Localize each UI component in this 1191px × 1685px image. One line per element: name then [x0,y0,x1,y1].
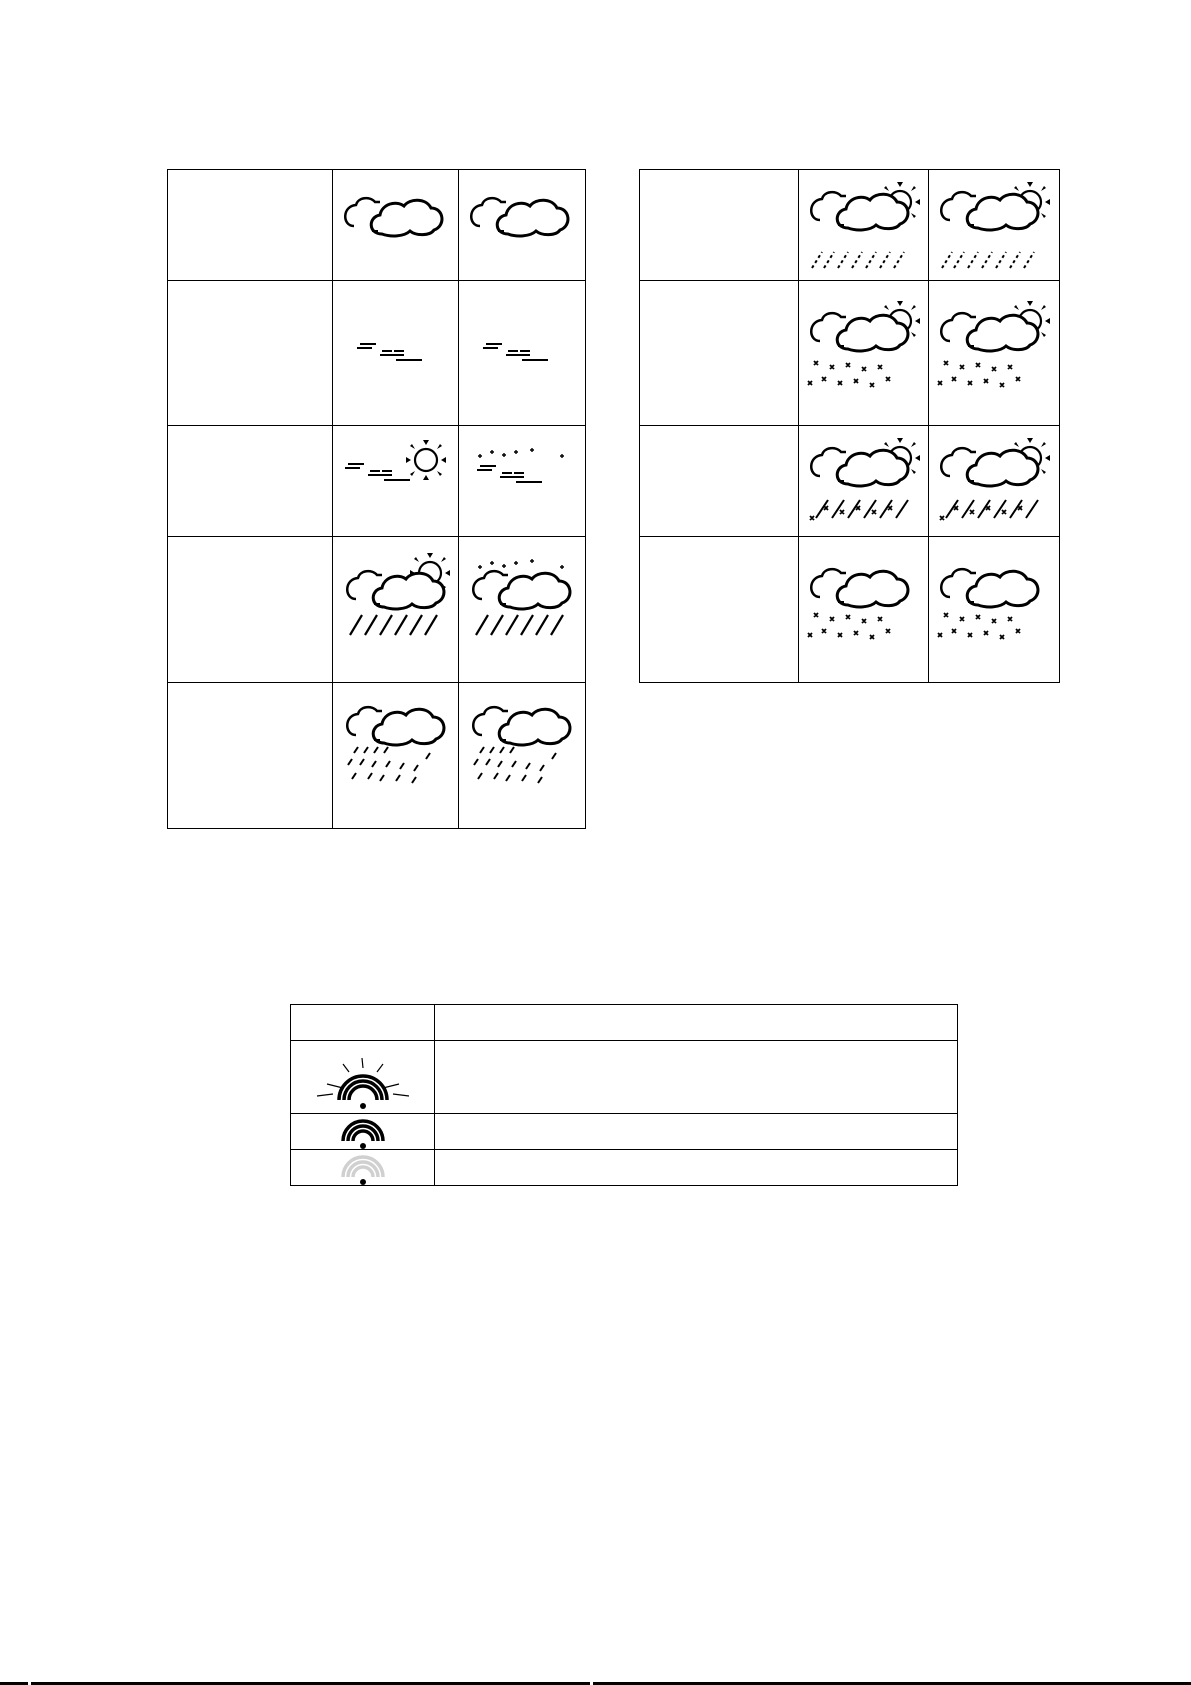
row-label [168,683,333,829]
rain-snow-sun-icon [799,426,929,537]
light-rain-icon [459,683,586,829]
row-description [435,1114,958,1150]
snow-sun-icon [799,281,929,426]
light-rain-icon [333,683,459,829]
table-row [168,170,586,281]
row-description [435,1041,958,1114]
signal-lost-icon [291,1150,435,1186]
fog-icon [459,281,586,426]
fog-icon [333,281,459,426]
fog-stars-icon [459,426,586,537]
heavy-rain-stars-icon [459,537,586,683]
snow-sun-icon [929,281,1060,426]
table-row [640,170,1060,281]
weather-icon-table-left [167,169,586,829]
table-row [640,426,1060,537]
row-description [435,1150,958,1186]
row-label [640,426,799,537]
signal-status-table [290,1004,958,1186]
row-label [640,281,799,426]
table-row [291,1114,958,1150]
row-label [168,426,333,537]
row-label [640,170,799,281]
cloud-icon [333,170,459,281]
table-row [168,683,586,829]
snow-icon [929,537,1060,683]
heavy-rain-sun-icon [333,537,459,683]
signal-strong-icon [291,1114,435,1150]
table-row [291,1041,958,1114]
table-row [168,426,586,537]
table-header-row [291,1005,958,1041]
table-row [640,537,1060,683]
sleet-sun-icon [929,170,1060,281]
table-row [640,281,1060,426]
header-icon-column [291,1005,435,1041]
table-row [168,537,586,683]
weather-icon-table-right [639,169,1060,683]
cloud-icon [459,170,586,281]
row-label [168,281,333,426]
sleet-sun-icon [799,170,929,281]
rain-snow-sun-icon [929,426,1060,537]
table-row [168,281,586,426]
signal-searching-icon [291,1041,435,1114]
snow-icon [799,537,929,683]
row-label [640,537,799,683]
row-label [168,170,333,281]
header-description-column [435,1005,958,1041]
row-label [168,537,333,683]
table-row [291,1150,958,1186]
fog-sun-icon [333,426,459,537]
